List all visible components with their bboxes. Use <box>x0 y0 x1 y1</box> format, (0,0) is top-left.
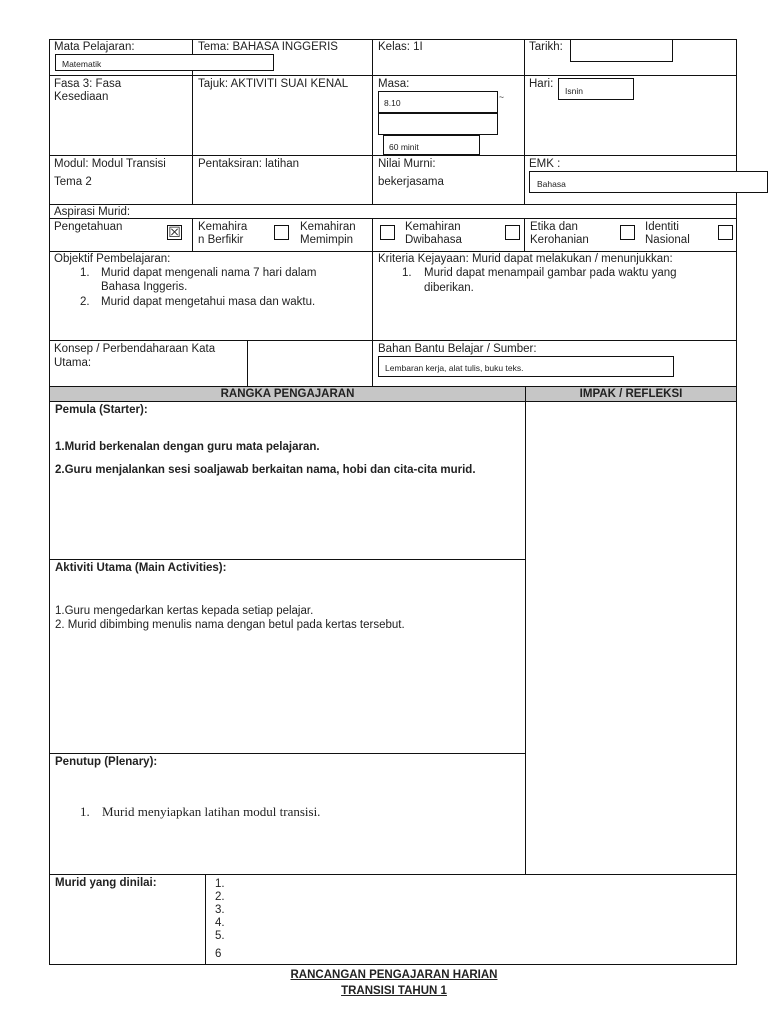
aspirasi-berfikir-checkbox[interactable] <box>274 225 289 240</box>
row-divider <box>49 753 525 754</box>
table-border-left <box>49 39 50 965</box>
row-divider <box>49 75 737 76</box>
aspirasi-identiti-checkbox[interactable] <box>718 225 733 240</box>
pemula-item: 2.Guru menjalankan sesi soaljawab berkaitan nama, hobi dan cita-cita murid. <box>55 464 476 476</box>
hari-label: Hari: <box>529 78 554 90</box>
aspirasi-pengetahuan-checkbox[interactable]: ☒ <box>168 224 181 240</box>
murid-label: Murid yang dinilai: <box>55 877 157 889</box>
kriteria-item-text: Murid dapat menampail gambar pada waktu yang <box>424 267 677 279</box>
modul-line2: Tema 2 <box>54 176 92 188</box>
emk-label: EMK : <box>529 158 561 170</box>
fasa-line1: Fasa 3: Fasa <box>54 78 122 90</box>
aspirasi-item-label: Kemahiran <box>300 221 356 233</box>
col-divider <box>525 386 526 875</box>
mata-pelajaran-label: Mata Pelajaran: <box>54 41 135 53</box>
penutup-item-number: 1. <box>80 804 90 819</box>
kriteria-item-number: 1. <box>402 267 412 279</box>
konsep-line2: Utama: <box>54 357 92 369</box>
masa-label: Masa: <box>378 78 410 90</box>
aktiviti-item: 1.Guru mengedarkan kertas kepada setiap pelajar. <box>55 605 314 617</box>
tajuk-text: Tajuk: AKTIVITI SUAI KENAL <box>198 78 349 90</box>
bahan-value: Lembaran kerja, alat tulis, buku teks. <box>385 363 524 373</box>
bahan-field[interactable] <box>378 356 674 377</box>
footer-title-line1: RANCANGAN PENGAJARAN HARIAN <box>290 969 498 981</box>
konsep-line1: Konsep / Perbendaharaan Kata <box>54 343 216 355</box>
table-border-bottom <box>49 964 737 965</box>
kriteria-item-text: diberikan. <box>424 282 474 294</box>
col-divider <box>192 218 193 251</box>
aspirasi-item-label: n Berfikir <box>198 234 244 246</box>
col-divider <box>372 218 373 251</box>
row-divider <box>49 204 737 205</box>
fasa-line2: Kesediaan <box>54 91 109 103</box>
hari-value: Isnin <box>565 86 583 96</box>
hari-field[interactable] <box>558 78 634 100</box>
aspirasi-item-label: Dwibahasa <box>405 234 462 246</box>
aspirasi-item-label: Nasional <box>645 234 690 246</box>
col-divider <box>372 251 373 386</box>
objektif-item-text: Murid dapat mengenali nama 7 hari dalam <box>101 267 317 279</box>
objektif-item-number: 1. <box>80 267 90 279</box>
row-divider <box>49 155 737 156</box>
tarikh-field[interactable] <box>570 39 673 62</box>
col-divider <box>247 340 248 386</box>
murid-number: 2. <box>215 891 225 903</box>
aspirasi-memimpin-checkbox[interactable] <box>380 225 395 240</box>
kriteria-label: Kriteria Kejayaan: Murid dapat melakukan / menunjukkan: <box>378 253 673 265</box>
murid-number: 1. <box>215 878 225 890</box>
col-divider <box>524 39 525 205</box>
objektif-label: Objektif Pembelajaran: <box>54 253 171 265</box>
tema-text: Tema: BAHASA INGGERIS <box>198 41 338 53</box>
row-divider <box>49 251 737 252</box>
rangka-header: RANGKA PENGAJARAN <box>220 388 355 400</box>
row-divider <box>49 401 737 402</box>
murid-number: 5. <box>215 930 225 942</box>
row-divider <box>49 218 737 219</box>
row-divider <box>49 340 737 341</box>
pentaksiran-text: Pentaksiran: latihan <box>198 158 300 170</box>
tarikh-label: Tarikh: <box>529 41 563 53</box>
mata-pelajaran-field[interactable] <box>55 54 274 71</box>
aspirasi-item-label: Kerohanian <box>530 234 589 246</box>
aspirasi-item-label: Kemahiran <box>405 221 461 233</box>
objektif-item-text: Murid dapat mengetahui masa dan waktu. <box>101 296 316 308</box>
masa-mark: ~ <box>499 92 504 102</box>
aspirasi-item-label: Memimpin <box>300 234 354 246</box>
row-divider <box>49 559 525 560</box>
nilai-line1: Nilai Murni: <box>378 158 436 170</box>
penutup-item-text: Murid menyiapkan latihan modul transisi. <box>102 804 321 819</box>
emk-value: Bahasa <box>537 179 566 189</box>
murid-number: 3. <box>215 904 225 916</box>
penutup-title: Penutup (Plenary): <box>55 756 158 768</box>
objektif-item-number: 2. <box>80 296 90 308</box>
kelas-text: Kelas: 1I <box>378 41 423 53</box>
aspirasi-item-label: Kemahira <box>198 221 248 233</box>
aspirasi-item-label: Pengetahuan <box>54 221 123 233</box>
masa-start-field[interactable] <box>378 91 498 113</box>
masa-duration-field[interactable] <box>383 135 480 155</box>
objektif-item-text: Bahasa Inggeris. <box>101 281 188 293</box>
nilai-line2: bekerjasama <box>378 176 444 188</box>
masa-duration-value: 60 minit <box>389 142 419 152</box>
masa-start-value: 8.10 <box>384 98 401 108</box>
impak-header: IMPAK / REFLEKSI <box>579 388 683 400</box>
row-divider <box>49 874 737 875</box>
mata-pelajaran-value: Matematik <box>62 59 102 69</box>
aspirasi-etika-checkbox[interactable] <box>620 225 635 240</box>
bahan-label: Bahan Bantu Belajar / Sumber: <box>378 343 537 355</box>
col-divider <box>372 39 373 205</box>
murid-number: 6 <box>215 948 222 960</box>
footer-title-line2: TRANSISI TAHUN 1 <box>341 985 447 997</box>
aktiviti-title: Aktiviti Utama (Main Activities): <box>55 562 227 574</box>
aspirasi-item-label: Identiti <box>645 221 679 233</box>
emk-field[interactable] <box>529 171 768 193</box>
murid-number: 4. <box>215 917 225 929</box>
pemula-item: 1.Murid berkenalan dengan guru mata pelajaran. <box>55 441 320 453</box>
aspirasi-label: Aspirasi Murid: <box>54 206 131 218</box>
col-divider <box>524 218 525 251</box>
pemula-title: Pemula (Starter): <box>55 404 148 416</box>
modul-line1: Modul: Modul Transisi <box>54 158 166 170</box>
aktiviti-item: 2. Murid dibimbing menulis nama dengan betul pada kertas tersebut. <box>55 619 405 631</box>
masa-end-field[interactable] <box>378 113 498 135</box>
aspirasi-item-label: Etika dan <box>530 221 578 233</box>
aspirasi-dwibahasa-checkbox[interactable] <box>505 225 520 240</box>
col-divider <box>205 874 206 964</box>
